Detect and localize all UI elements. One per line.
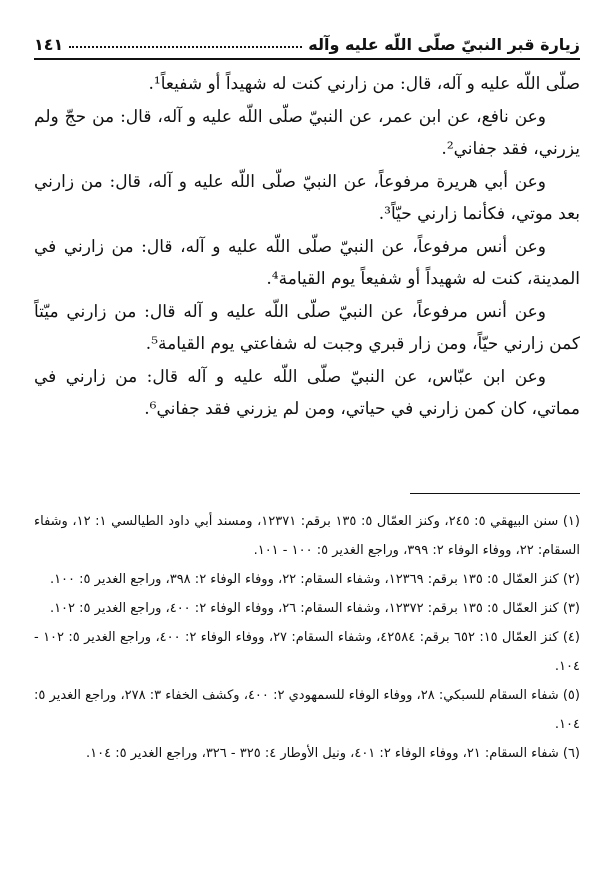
paragraph: وعن أنس مرفوعاً، عن النبيّ صلّى اللّه عليه و آله، قال: من زارني في المدينة، كنت له شهيداً أو شفيعاً يوم القيامة⁴. — [34, 236, 580, 289]
footnote: (٤) كنز العمّال ١٥: ٦٥٢ برقم: ٤٢٥٨٤، وشفاء السقام: ٢٧، ووفاء الوفاء ٢: ٤٠٠، وراجع الغدير ٥: ١٠٢ - ١٠٤. — [34, 630, 580, 674]
running-title: زيارة قبر النبيّ صلّى اللّه عليه وآله — [308, 35, 580, 54]
paragraph: وعن نافع، عن ابن عمر، عن النبيّ صلّى اللّه عليه و آله، قال: من حجّ ولم يزرني، فقد جفاني². — [34, 106, 580, 159]
footnote: (٦) شفاء السقام: ٢١، ووفاء الوفاء ٢: ٤٠١، ونيل الأوطار ٤: ٣٢٥ - ٣٢٦، وراجع الغدير ٥: ١٠٤. — [86, 746, 580, 761]
page-number: ١٤١ — [34, 35, 64, 54]
running-header — [34, 24, 580, 60]
footnotes — [34, 507, 580, 768]
footnote-separator — [410, 493, 580, 494]
paragraph: صلّى اللّه عليه و آله، قال: من زارني كنت له شهيداً أو شفيعاً¹. — [148, 74, 580, 94]
dotted-leader — [69, 46, 302, 48]
paragraph: وعن ابن عبّاس، عن النبيّ صلّى اللّه عليه و آله قال: من زارني في مماتي، كان كمن زارني في حياتي، ومن لم يزرني فقد جفاني⁶. — [34, 366, 580, 419]
footnote: (٥) شفاء السقام للسبكي: ٢٨، ووفاء الوفاء للسمهودي ٢: ٤٠٠، وكشف الخفاء ٣: ٢٧٨، وراجع الغدير ٥: ١٠٤. — [34, 688, 580, 732]
main-text — [34, 68, 580, 426]
paragraph: وعن أبي هريرة مرفوعاً، عن النبيّ صلّى اللّه عليه و آله، قال: من زارني بعد موتي، فكأنما زارني حيّاً³. — [34, 171, 580, 224]
paragraph: وعن أنس مرفوعاً، عن النبيّ صلّى اللّه عليه و آله قال: من زارني ميّتاً كمن زارني حيّاً، ومن زار قبري وجبت له شفاعتي يوم القيامة⁵. — [34, 301, 580, 354]
footnote: (١) سنن البيهقي ٥: ٢٤٥، وكنز العمّال ٥: ١٣٥ برقم: ١٢٣٧١، ومسند أبي داود الطيالسي ١: ١٢، وشفاء السقام: ٢٢، ووفاء الوفاء ٢: ٣٩٩، وراجع الغدير ٥: ١٠٠ - ١٠١. — [34, 514, 580, 558]
footnote: (٣) كنز العمّال ٥: ١٣٥ برقم: ١٢٣٧٢، وشفاء السقام: ٢٦، ووفاء الوفاء ٢: ٤٠٠، وراجع الغدير ٥: ١٠٢. — [49, 601, 580, 616]
footnote: (٢) كنز العمّال ٥: ١٣٥ برقم: ١٢٣٦٩، وشفاء السقام: ٢٢، ووفاء الوفاء ٢: ٣٩٨، وراجع الغدير ٥: ١٠٠. — [49, 572, 580, 587]
